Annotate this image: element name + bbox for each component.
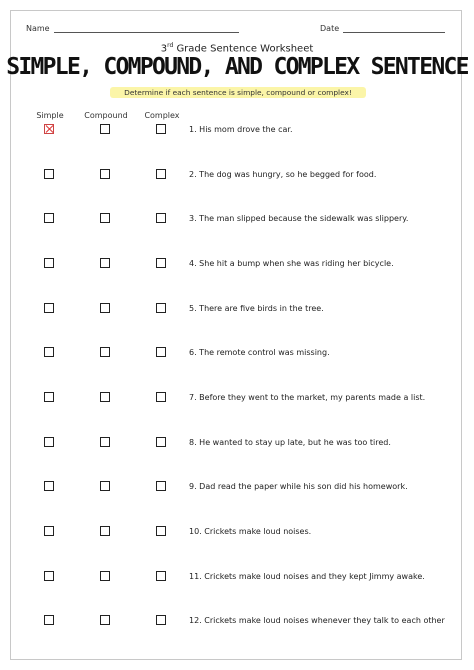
sentence-row	[0, 570, 474, 584]
sentence-row	[0, 212, 474, 226]
page-title: SIMPLE, COMPOUND, AND COMPLEX SENTENCE	[6, 54, 468, 80]
sentence-row	[0, 614, 474, 628]
simple-checkbox[interactable]	[44, 526, 54, 536]
compound-checkbox[interactable]	[100, 615, 110, 625]
simple-checkbox[interactable]	[44, 213, 54, 223]
grade-number: 3	[160, 43, 168, 55]
sentence-text: 7. Before they went to the market, my parents made a list.	[189, 392, 426, 402]
name-line[interactable]	[54, 24, 239, 33]
complex-checkbox[interactable]	[156, 437, 166, 447]
name-field[interactable]	[26, 24, 239, 33]
column-header-simple: Simple	[36, 111, 64, 120]
compound-checkbox[interactable]	[100, 347, 110, 357]
sentence-text: 8. He wanted to stay up late, but he was too tired.	[189, 437, 391, 447]
simple-checkbox[interactable]	[44, 258, 54, 268]
sentence-text: 2. The dog was hungry, so he begged for food.	[189, 169, 377, 179]
compound-checkbox[interactable]	[100, 213, 110, 223]
complex-checkbox[interactable]	[156, 615, 166, 625]
sentence-row	[0, 346, 474, 360]
compound-checkbox[interactable]	[100, 124, 110, 134]
sentence-text: 3. The man slipped because the sidewalk was slippery.	[189, 214, 409, 224]
worksheet-subtitle	[0, 42, 474, 54]
simple-checkbox[interactable]	[44, 481, 54, 491]
complex-checkbox[interactable]	[156, 169, 166, 179]
sentence-row	[0, 123, 474, 137]
date-label: Date	[320, 24, 340, 33]
simple-checkbox[interactable]	[44, 615, 54, 625]
compound-checkbox[interactable]	[100, 571, 110, 581]
compound-checkbox[interactable]	[100, 303, 110, 313]
sentence-text: 6. The remote control was missing.	[189, 348, 330, 358]
complex-checkbox[interactable]	[156, 303, 166, 313]
simple-checkbox[interactable]	[44, 571, 54, 581]
simple-checkbox[interactable]	[44, 169, 54, 179]
date-line[interactable]	[343, 24, 445, 33]
compound-checkbox[interactable]	[100, 169, 110, 179]
sentence-text: 5. There are five birds in the tree.	[189, 303, 324, 313]
sentence-row	[0, 391, 474, 405]
sentence-text: 12. Crickets make loud noises whenever they talk to each other	[189, 616, 445, 626]
complex-checkbox[interactable]	[156, 347, 166, 357]
complex-checkbox[interactable]	[156, 481, 166, 491]
compound-checkbox[interactable]	[100, 437, 110, 447]
complex-checkbox[interactable]	[156, 526, 166, 536]
complex-checkbox[interactable]	[156, 258, 166, 268]
column-header-complex: Complex	[144, 111, 180, 120]
sentence-row	[0, 480, 474, 494]
sentence-row	[0, 302, 474, 316]
simple-checkbox[interactable]	[44, 124, 54, 134]
simple-checkbox[interactable]	[44, 437, 54, 447]
sentence-text: 9. Dad read the paper while his son did his homework.	[189, 482, 408, 492]
simple-checkbox[interactable]	[44, 347, 54, 357]
sentence-text: 4. She hit a bump when she was riding her bicycle.	[189, 258, 394, 268]
worksheet-border	[10, 10, 462, 660]
sentence-row	[0, 525, 474, 539]
column-header-compound: Compound	[84, 111, 128, 120]
complex-checkbox[interactable]	[156, 571, 166, 581]
sentence-row	[0, 168, 474, 182]
sentence-row	[0, 257, 474, 271]
compound-checkbox[interactable]	[100, 258, 110, 268]
complex-checkbox[interactable]	[156, 213, 166, 223]
date-field[interactable]	[320, 24, 445, 33]
compound-checkbox[interactable]	[100, 481, 110, 491]
subtitle-text: Grade Sentence Worksheet	[176, 43, 314, 55]
sentence-text: 1. His mom drove the car.	[189, 125, 293, 134]
name-label: Name	[26, 24, 50, 33]
complex-checkbox[interactable]	[156, 124, 166, 134]
complex-checkbox[interactable]	[156, 392, 166, 402]
instruction-banner: Determine if each sentence is simple, compound or complex!	[110, 87, 366, 98]
sentence-text: 10. Crickets make loud noises.	[189, 526, 312, 536]
compound-checkbox[interactable]	[100, 526, 110, 536]
grade-suffix: rd	[167, 42, 174, 49]
sentence-row	[0, 436, 474, 450]
simple-checkbox[interactable]	[44, 392, 54, 402]
simple-checkbox[interactable]	[44, 303, 54, 313]
compound-checkbox[interactable]	[100, 392, 110, 402]
sentence-text: 11. Crickets make loud noises and they kept Jimmy awake.	[189, 571, 425, 581]
